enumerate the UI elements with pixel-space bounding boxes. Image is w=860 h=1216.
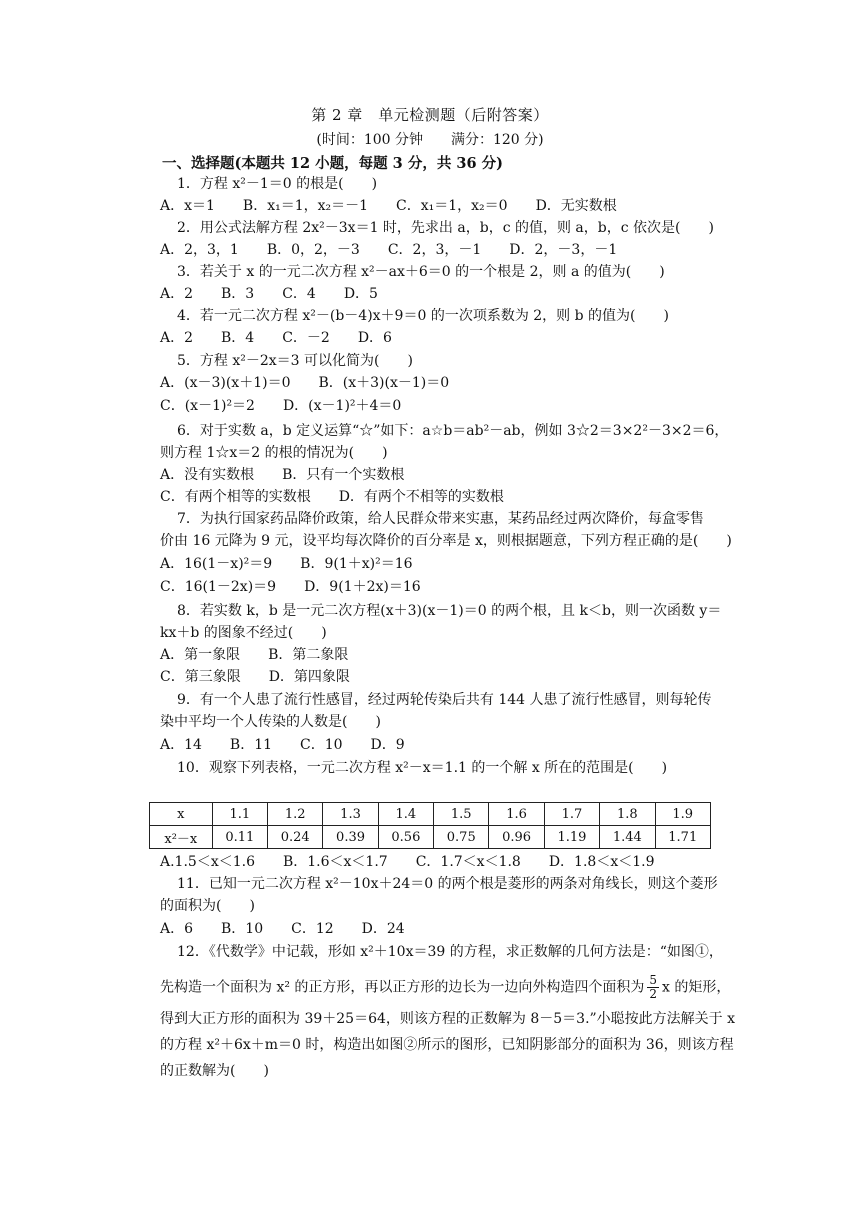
question-7-options-ab: A．16(1－x)²＝9 B．9(1＋x)²＝16 [160,556,413,572]
question-5-options-ab: A．(x－3)(x＋1)＝0 B．(x＋3)(x－1)＝0 [160,375,450,391]
table-cell: 1.8 [600,803,655,826]
question-6-stem-line1: 6．对于实数 a，b 定义运算“☆”如下：a☆b＝ab²－ab，例如 3☆2＝3×2²－3×2＝6， [177,423,729,439]
question-11-stem-line2: 的面积为( ) [160,898,255,914]
question-5-options-cd: C．(x－1)²＝2 D．(x－1)²＋4＝0 [160,398,402,414]
question-5-stem: 5．方程 x²－2x＝3 可以化简为( ) [177,353,413,369]
question-8-options-cd: C．第三象限 D．第四象限 [160,669,350,685]
question-7-stem-line2: 价由 16 元降为 9 元，设平均每次降价的百分率是 x，则根据题意，下列方程正确的是( ) [160,533,732,549]
question-1-options: A．x＝1 B．x₁＝1，x₂＝－1 C．x₁＝1，x₂＝0 D．无实数根 [160,198,617,214]
table-cell: 0.11 [212,826,267,849]
table-row [150,826,711,849]
question-10-table [149,802,711,849]
table-cell: 1.6 [489,803,544,826]
question-12-stem-line3: 得到大正方形的面积为 39＋25＝64，则该方程的正数解为 8－5＝3.”小聪按此方法解关于 x [160,1011,736,1027]
question-11-stem-line1: 11．已知一元二次方程 x²－10x＋24＝0 的两个根是菱形的两条对角线长，则这个菱形 [177,876,718,892]
table-cell: 1.4 [378,803,433,826]
question-8-options-ab: A．第一象限 B．第二象限 [160,647,349,663]
question-7-stem-line1: 7．为执行国家药品降价政策，给人民群众带来实惠，某药品经过两次降价，每盒零售 [177,511,704,527]
page-title: 第 2 章 单元检测题（后附答案） [311,106,549,124]
question-1-stem: 1．方程 x²－1＝0 的根是( ) [177,176,378,192]
table-cell: 1.71 [655,826,711,849]
question-6-options-ab: A．没有实数根 B．只有一个实数根 [160,467,405,483]
question-12-stem-line2 [160,974,730,1001]
fraction-numerator: 5 [649,973,658,987]
question-12-stem-line2-end: x 的矩形， [662,979,731,996]
page-subtitle: (时间：100 分钟 满分：120 分) [316,132,544,148]
question-3-options: A．2 B．3 C．4 D．5 [160,286,378,302]
question-10-stem: 10．观察下列表格，一元二次方程 x²－x＝1.1 的一个解 x 所在的范围是( ) [177,760,668,776]
table-cell: x²－x [150,826,213,849]
question-6-options-cd: C．有两个相等的实数根 D．有两个不相等的实数根 [160,489,504,505]
table-cell: 0.56 [378,826,433,849]
question-12-stem-line1: 12．《代数学》中记载，形如 x²＋10x＝39 的方程，求正数解的几何方法是：“如图①， [177,944,723,960]
table-cell: 1.19 [544,826,599,849]
section-heading: 一、选择题(本题共 12 小题，每题 3 分，共 36 分) [162,155,503,172]
question-8-stem-line1: 8．若实数 k，b 是一元二次方程(x＋3)(x－1)＝0 的两个根，且 k＜b，则一次函数 y＝ [177,603,722,619]
table-cell: 0.39 [323,826,378,849]
table-row [150,803,711,826]
table-cell: 1.2 [267,803,322,826]
question-6-stem-line2: 则方程 1☆x＝2 的根的情况为( ) [160,445,388,461]
fraction-denominator: 2 [649,987,658,1001]
question-9-options: A．14 B．11 C．10 D．9 [160,737,405,753]
table-cell: 0.96 [489,826,544,849]
question-11-options: A．6 B．10 C．12 D．24 [160,921,405,937]
table-cell: 1.1 [212,803,267,826]
question-2-options: A．2，3，1 B．0，2，－3 C．2，3，－1 D．2，－3，－1 [160,242,618,258]
question-12-stem-line4: 的方程 x²＋6x＋m＝0 时，构造出如图②所示的图形，已知阴影部分的面积为 36，则该方程 [160,1037,734,1053]
fraction [647,974,659,1001]
table-cell: 1.7 [544,803,599,826]
question-9-stem-line2: 染中平均一个人传染的人数是( ) [160,714,381,730]
question-8-stem-line2: kx＋b 的图象不经过( ) [160,625,327,641]
question-9-stem-line1: 9．有一个人患了流行性感冒，经过两轮传染后共有 144 人患了流行性感冒，则每轮传 [177,692,712,708]
table-cell: 0.75 [434,826,489,849]
question-4-options: A．2 B．4 C．－2 D．6 [160,330,392,346]
question-3-stem: 3．若关于 x 的一元二次方程 x²－ax＋6＝0 的一个根是 2，则 a 的值为( ) [177,264,665,280]
table-cell: x [150,803,213,826]
table-cell: 1.5 [434,803,489,826]
question-2-stem: 2．用公式法解方程 2x²－3x＝1 时，先求出 a，b，c 的值，则 a，b，c 依次是( ) [177,220,714,236]
question-10-options: A.1.5＜x＜1.6 B．1.6＜x＜1.7 C．1.7＜x＜1.8 D．1.8＜x＜1.9 [160,854,655,870]
table-cell: 1.3 [323,803,378,826]
question-4-stem: 4．若一元二次方程 x²－(b－4)x＋9＝0 的一次项系数为 2，则 b 的值为( ) [177,308,669,324]
question-12-stem-line5: 的正数解为( ) [160,1063,269,1079]
table-cell: 1.44 [600,826,655,849]
table-cell: 0.24 [267,826,322,849]
question-7-options-cd: C．16(1－2x)＝9 D．9(1＋2x)＝16 [160,579,421,595]
table-cell: 1.9 [655,803,711,826]
question-12-stem-line2-text: 先构造一个面积为 x² 的正方形，再以正方形的边长为一边向外构造四个面积为 [160,979,645,996]
